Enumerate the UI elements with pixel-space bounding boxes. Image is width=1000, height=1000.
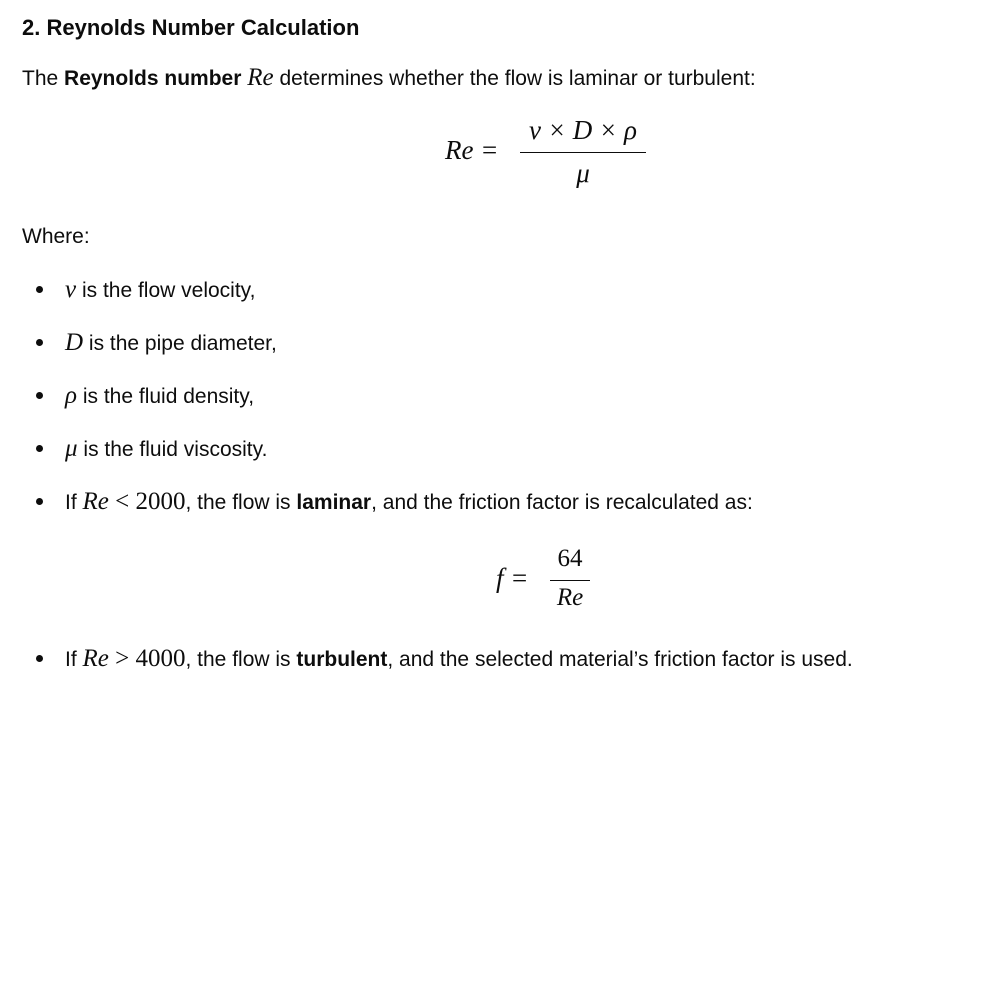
bullet-icon: [36, 445, 43, 452]
definition-text: is the fluid viscosity.: [77, 438, 268, 461]
bullet-icon: [36, 286, 43, 293]
definition-symbol: μ: [65, 435, 78, 462]
definition-text: is the pipe diameter,: [83, 332, 277, 355]
intro-bold-term: Reynolds number: [64, 67, 242, 90]
reynolds-equation-lhs: Re =: [445, 135, 499, 165]
rule-relation: > 4000: [108, 645, 186, 672]
rule-prefix: If: [65, 491, 83, 514]
intro-suffix: determines whether the flow is laminar or turbulent:: [273, 67, 756, 90]
friction-denominator: Re: [556, 584, 584, 611]
reynolds-numerator: v × D × ρ: [529, 115, 637, 145]
list-item-laminar-rule: [36, 486, 753, 519]
definition-text: is the flow velocity,: [76, 279, 256, 302]
reynolds-denominator: μ: [576, 158, 590, 188]
rule-bold-term: laminar: [296, 491, 372, 514]
list-item-diameter: [36, 327, 277, 360]
friction-equation: [494, 544, 604, 618]
friction-fraction-bar: [550, 580, 590, 581]
list-item-viscosity: [36, 433, 267, 466]
intro-prefix: The: [22, 67, 65, 90]
reynolds-fraction: [520, 114, 646, 194]
rule-symbol: Re: [82, 488, 109, 515]
friction-numerator: 64: [557, 545, 583, 572]
list-item-density: [36, 380, 254, 413]
bullet-icon: [36, 339, 43, 346]
definition-symbol: ρ: [65, 382, 77, 409]
bullet-icon: [36, 655, 43, 662]
definition-symbol: D: [65, 329, 84, 356]
rule-middle: , the flow is: [185, 648, 297, 671]
rule-suffix: , and the friction factor is recalculated as:: [371, 491, 753, 514]
intro-paragraph: [22, 62, 756, 95]
friction-equation-lhs: f =: [496, 563, 529, 593]
reynolds-fraction-bar: [520, 152, 646, 153]
definition-text: is the fluid density,: [77, 385, 255, 408]
where-label: Where:: [22, 225, 90, 248]
list-item-velocity: [36, 274, 255, 307]
reynolds-equation: [440, 114, 660, 194]
bullet-icon: [36, 392, 43, 399]
rule-suffix: , and the selected material’s friction factor is used.: [387, 648, 853, 671]
rule-relation: < 2000: [108, 488, 186, 515]
rule-prefix: If: [65, 648, 83, 671]
rule-middle: , the flow is: [185, 491, 297, 514]
list-item-turbulent-rule: [36, 643, 853, 676]
definition-symbol: v: [65, 276, 77, 303]
bullet-icon: [36, 498, 43, 505]
rule-symbol: Re: [82, 645, 109, 672]
intro-symbol: Re: [247, 64, 274, 91]
rule-bold-term: turbulent: [296, 648, 388, 671]
section-heading: 2. Reynolds Number Calculation: [22, 15, 360, 40]
friction-fraction: [550, 544, 590, 618]
